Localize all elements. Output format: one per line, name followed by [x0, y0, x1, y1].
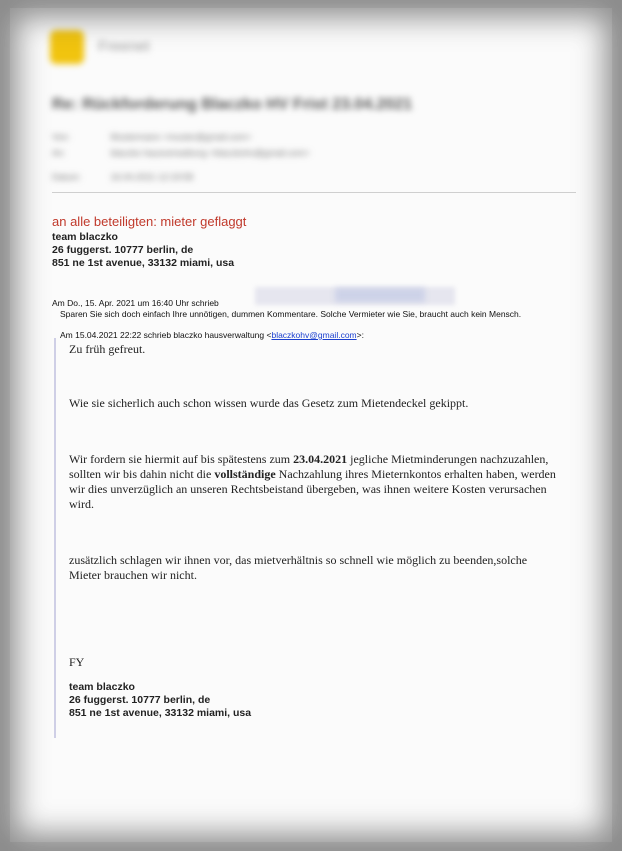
header-divider [52, 192, 576, 193]
signature-line: 26 fuggerst. 10777 berlin, de [69, 694, 211, 706]
freenet-logo-icon [50, 30, 84, 64]
deadline-date: 23.04.2021 [293, 452, 348, 466]
signature-line: team blaczko [52, 231, 118, 243]
p3-line-3: wir dies unverzüglich an unseren Rechtsbeistand übergeben, was ihnen weitere Kosten verursachen [69, 482, 547, 496]
bold-word: vollständige [214, 467, 276, 481]
from-label: Von: [52, 132, 71, 142]
date-value: 16.04.2021 12:19:58 [110, 172, 194, 182]
signature-line: team blaczko [69, 681, 135, 693]
p4-line-2: Mieter brauchen wir nicht. [69, 568, 197, 582]
p3-line-1 [69, 452, 579, 467]
quote-paragraph-2: Wie sie sicherlich auch schon wissen wurde das Gesetz zum Mietendeckel gekippt. [69, 396, 469, 410]
p3-line-2 [69, 467, 579, 482]
to-label: An: [52, 148, 66, 158]
p3-text: sollten wir bis dahin nicht die [69, 467, 215, 481]
email-subject: Re: Rückforderung Blaczko HV Frist 23.04.2021 [52, 96, 413, 113]
quote-header-suffix: >: [356, 330, 364, 340]
email-page [10, 8, 612, 842]
p4-line-1: zusätzlich schlagen wir ihnen vor, das mietverhältnis so schnell wie möglich zu beenden,solche [69, 553, 528, 567]
to-value[interactable]: blaczko hausverwaltung <blaczkohv@gmail.com> [110, 148, 310, 158]
signature-line: 851 ne 1st avenue, 33132 miami, usa [69, 707, 252, 719]
bottom-signature [69, 681, 251, 720]
reply-header: Am Do., 15. Apr. 2021 um 16:40 Uhr schrieb [52, 298, 219, 308]
p3-text: Wir fordern sie hiermit auf bis spätestens zum [69, 452, 294, 466]
closing: FY [69, 655, 85, 669]
p3-text: jegliche Mietminderungen nachzuzahlen, [347, 452, 549, 466]
to-row [52, 148, 310, 158]
quote-email-link[interactable]: blaczkohv@gmail.com [271, 330, 357, 340]
redacted-sender-email [335, 288, 425, 302]
signature-line: 26 fuggerst. 10777 berlin, de [52, 244, 194, 256]
reply-text: Sparen Sie sich doch einfach Ihre unnötigen, dummen Kommentare. Solche Vermieter wie Sie, braucht auch kein Mensch. [60, 309, 522, 319]
p3-text: Nachzahlung ihres Mieternkontos erhalten haben, werden [275, 467, 556, 481]
quote-header [60, 330, 364, 340]
signature-line: 851 ne 1st avenue, 33132 miami, usa [52, 257, 235, 269]
p3-line-4: wird. [69, 497, 94, 511]
date-label: Datum: [52, 172, 82, 182]
quote-paragraph-3 [69, 452, 579, 512]
app-name: Freenet [98, 38, 150, 55]
from-value[interactable]: Mustermann <muster@gmail.com> [110, 132, 252, 142]
quote-bar [54, 338, 56, 738]
from-row [52, 132, 251, 142]
top-signature [52, 231, 234, 270]
flag-warning: an alle beteiligten: mieter geflaggt [52, 214, 247, 229]
quote-header-prefix: Am 15.04.2021 22:22 schrieb blaczko hausverwaltung < [60, 330, 272, 340]
quote-paragraph-1: Zu früh gefreut. [69, 342, 146, 356]
quote-paragraph-4 [69, 553, 579, 583]
date-row [52, 172, 193, 182]
